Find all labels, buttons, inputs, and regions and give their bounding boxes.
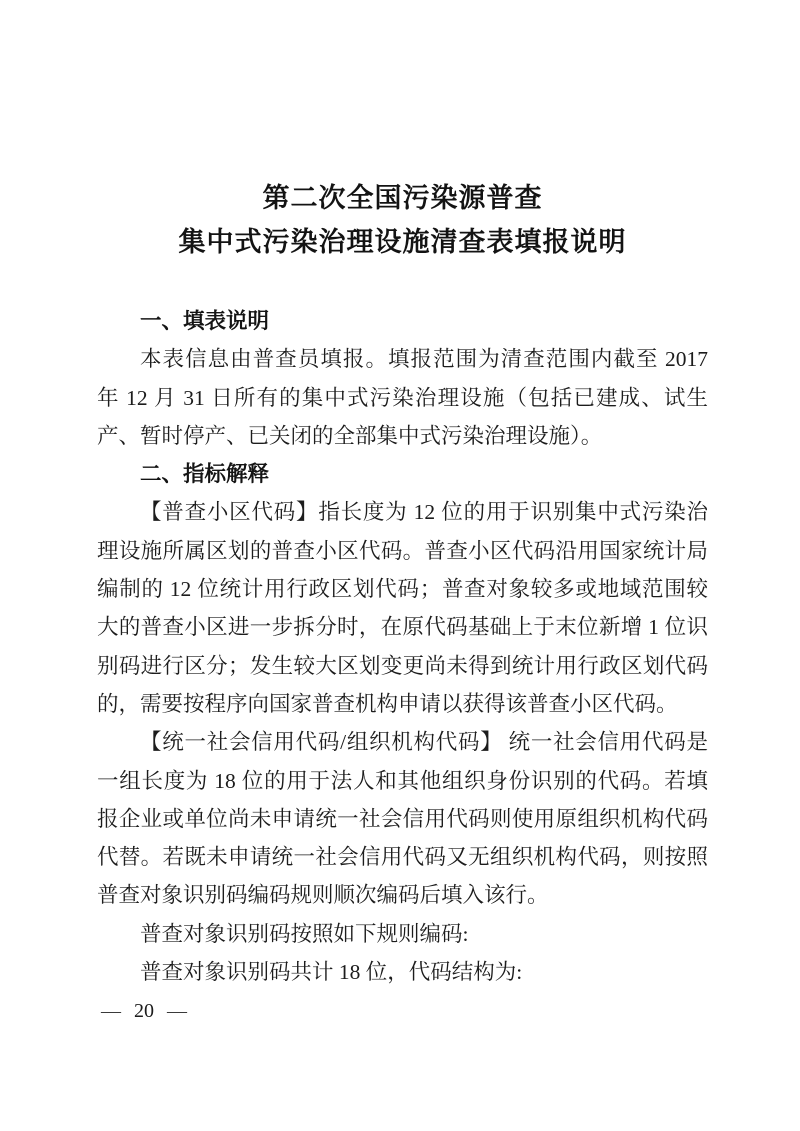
document-body xyxy=(97,302,708,991)
section-1-paragraph-1: 本表信息由普查员填报。填报范围为清查范围内截至 2017 年 12 月 31 日所有的集中式污染治理设施（包括已建成、试生产、暂时停产、已关闭的全部集中式污染治理设施）。 xyxy=(97,347,708,448)
page-number: 20 xyxy=(134,1000,154,1022)
document-title-line1: 第二次全国污染源普查 xyxy=(262,183,543,213)
section-2-paragraph-2: 【统一社会信用代码/组织机构代码】 统一社会信用代码是一组长度为 18 位的用于法人和其他组织身份识别的代码。若填报企业或单位尚未申请统一社会信用代码则使用原组织机构代码代替。若既未申请统一社会信用代码又无组织机构代码，则按照普查对象识别码编码规则顺次编码后填入该行。 xyxy=(97,730,708,908)
page-number-footer xyxy=(101,1000,187,1023)
section-2-paragraph-1: 【普查小区代码】指长度为 12 位的用于识别集中式污染治理设施所属区划的普查小区代码。普查小区代码沿用国家统计局编制的 12 位统计用行政区划代码；普查对象较多或地域范围较大的普查小区进一步拆分时，在原代码基础上于末位新增 1 位识别码进行区分；发生较大区划变更尚未得到统计用行政区划代码的，需要按程序向国家普查机构申请以获得该普查小区代码。 xyxy=(97,500,708,716)
section-2-paragraph-3: 普查对象识别码按照如下规则编码: xyxy=(140,921,469,946)
footer-left-dash: — xyxy=(101,1000,121,1022)
footer-right-dash: — xyxy=(167,1000,187,1022)
section-2-paragraph-4: 普查对象识别码共计 18 位，代码结构为: xyxy=(140,960,523,985)
section-1-heading: 一、填表说明 xyxy=(140,309,270,333)
section-2-heading: 二、指标解释 xyxy=(140,462,270,487)
document-title-line2: 集中式污染治理设施清查表填报说明 xyxy=(178,227,627,257)
